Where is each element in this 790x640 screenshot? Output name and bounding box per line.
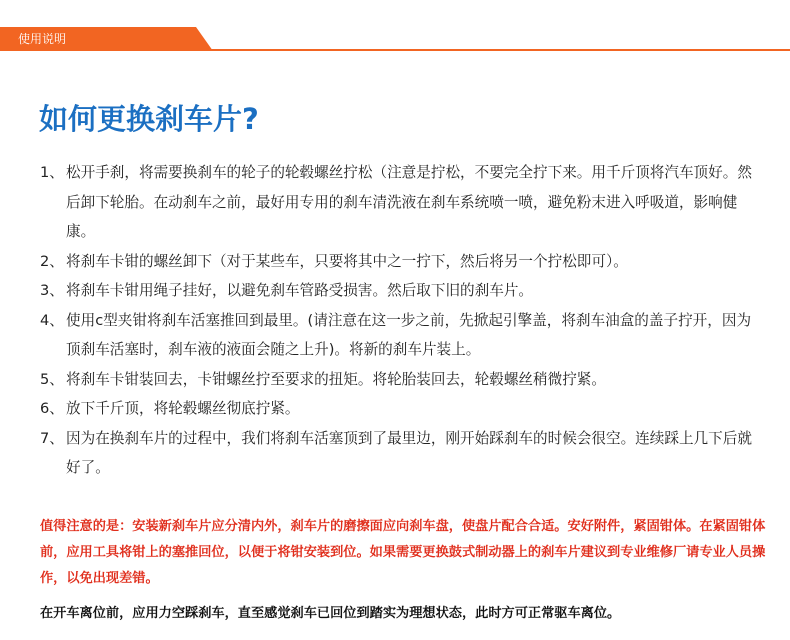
step-item-6 [40,394,760,424]
page-title: 如何更换刹车片? [39,102,259,136]
step-number: 7、 [40,429,64,447]
step-item-5 [40,365,760,395]
step-number: 5、 [40,370,64,388]
step-text: 将刹车卡钳用绳子挂好，以避免刹车管路受损害。然后取下旧的刹车片。 [66,282,534,299]
steps-list [40,158,760,483]
attention-note: 值得注意的是：安装新刹车片应分清内外，刹车片的磨擦面应向刹车盘，使盘片配合合适。安好附件，紧固钳体。在紧固钳体前，应用工具将钳上的塞推回位，以便于将钳安装到位。如果需要更换鼓式制动器上的刹车片建议到专业维修厂请专业人员操作，以免出现差错。 [40,519,766,586]
step-item-1 [40,158,760,247]
step-text: 将刹车卡钳的螺丝卸下（对于某些车，只要将其中之一拧下，然后将另一个拧松即可）。 [66,252,628,270]
step-number: 2、 [40,252,64,270]
final-note: 在开车离位前，应用力空踩刹车，直至感觉刹车已回位到踏实为理想状态，此时方可正常驱车离位。 [40,606,621,621]
step-text: 松开手刹，将需要换刹车的轮子的轮毂螺丝拧松（注意是拧松，不要完全拧下来。用千斤顶将汽车顶好。然后卸下轮胎。在动刹车之前，最好用专用的刹车清洗液在刹车系统喷一喷，避免粉末进入呼吸道，影响健康。 [66,164,752,240]
section-header-bar [0,25,790,51]
step-text: 放下千斤顶，将轮毂螺丝彻底拧紧。 [66,400,300,417]
section-tab-label: 使用说明 [18,32,67,46]
step-item-3 [40,276,760,306]
step-number: 1、 [40,164,64,181]
step-number: 3、 [40,282,64,299]
step-number: 4、 [40,311,64,329]
step-item-4 [40,306,760,365]
step-item-2 [40,247,760,277]
step-number: 6、 [40,400,64,417]
step-text: 因为在换刹车片的过程中，我们将刹车活塞顶到了最里边，刚开始踩刹车的时候会很空。连续踩上几下后就好了。 [66,429,752,476]
step-item-7 [40,424,760,483]
step-text: 将刹车卡钳装回去，卡钳螺丝拧至要求的扭矩。将轮胎装回去，轮毂螺丝稍微拧紧。 [66,370,606,388]
step-text: 使用c型夹钳将刹车活塞推回到最里。(请注意在这一步之前，先掀起引擎盖，将刹车油盒的盖子拧开，因为顶刹车活塞时，刹车液的液面会随之上升)。将新的刹车片装上。 [66,311,752,358]
